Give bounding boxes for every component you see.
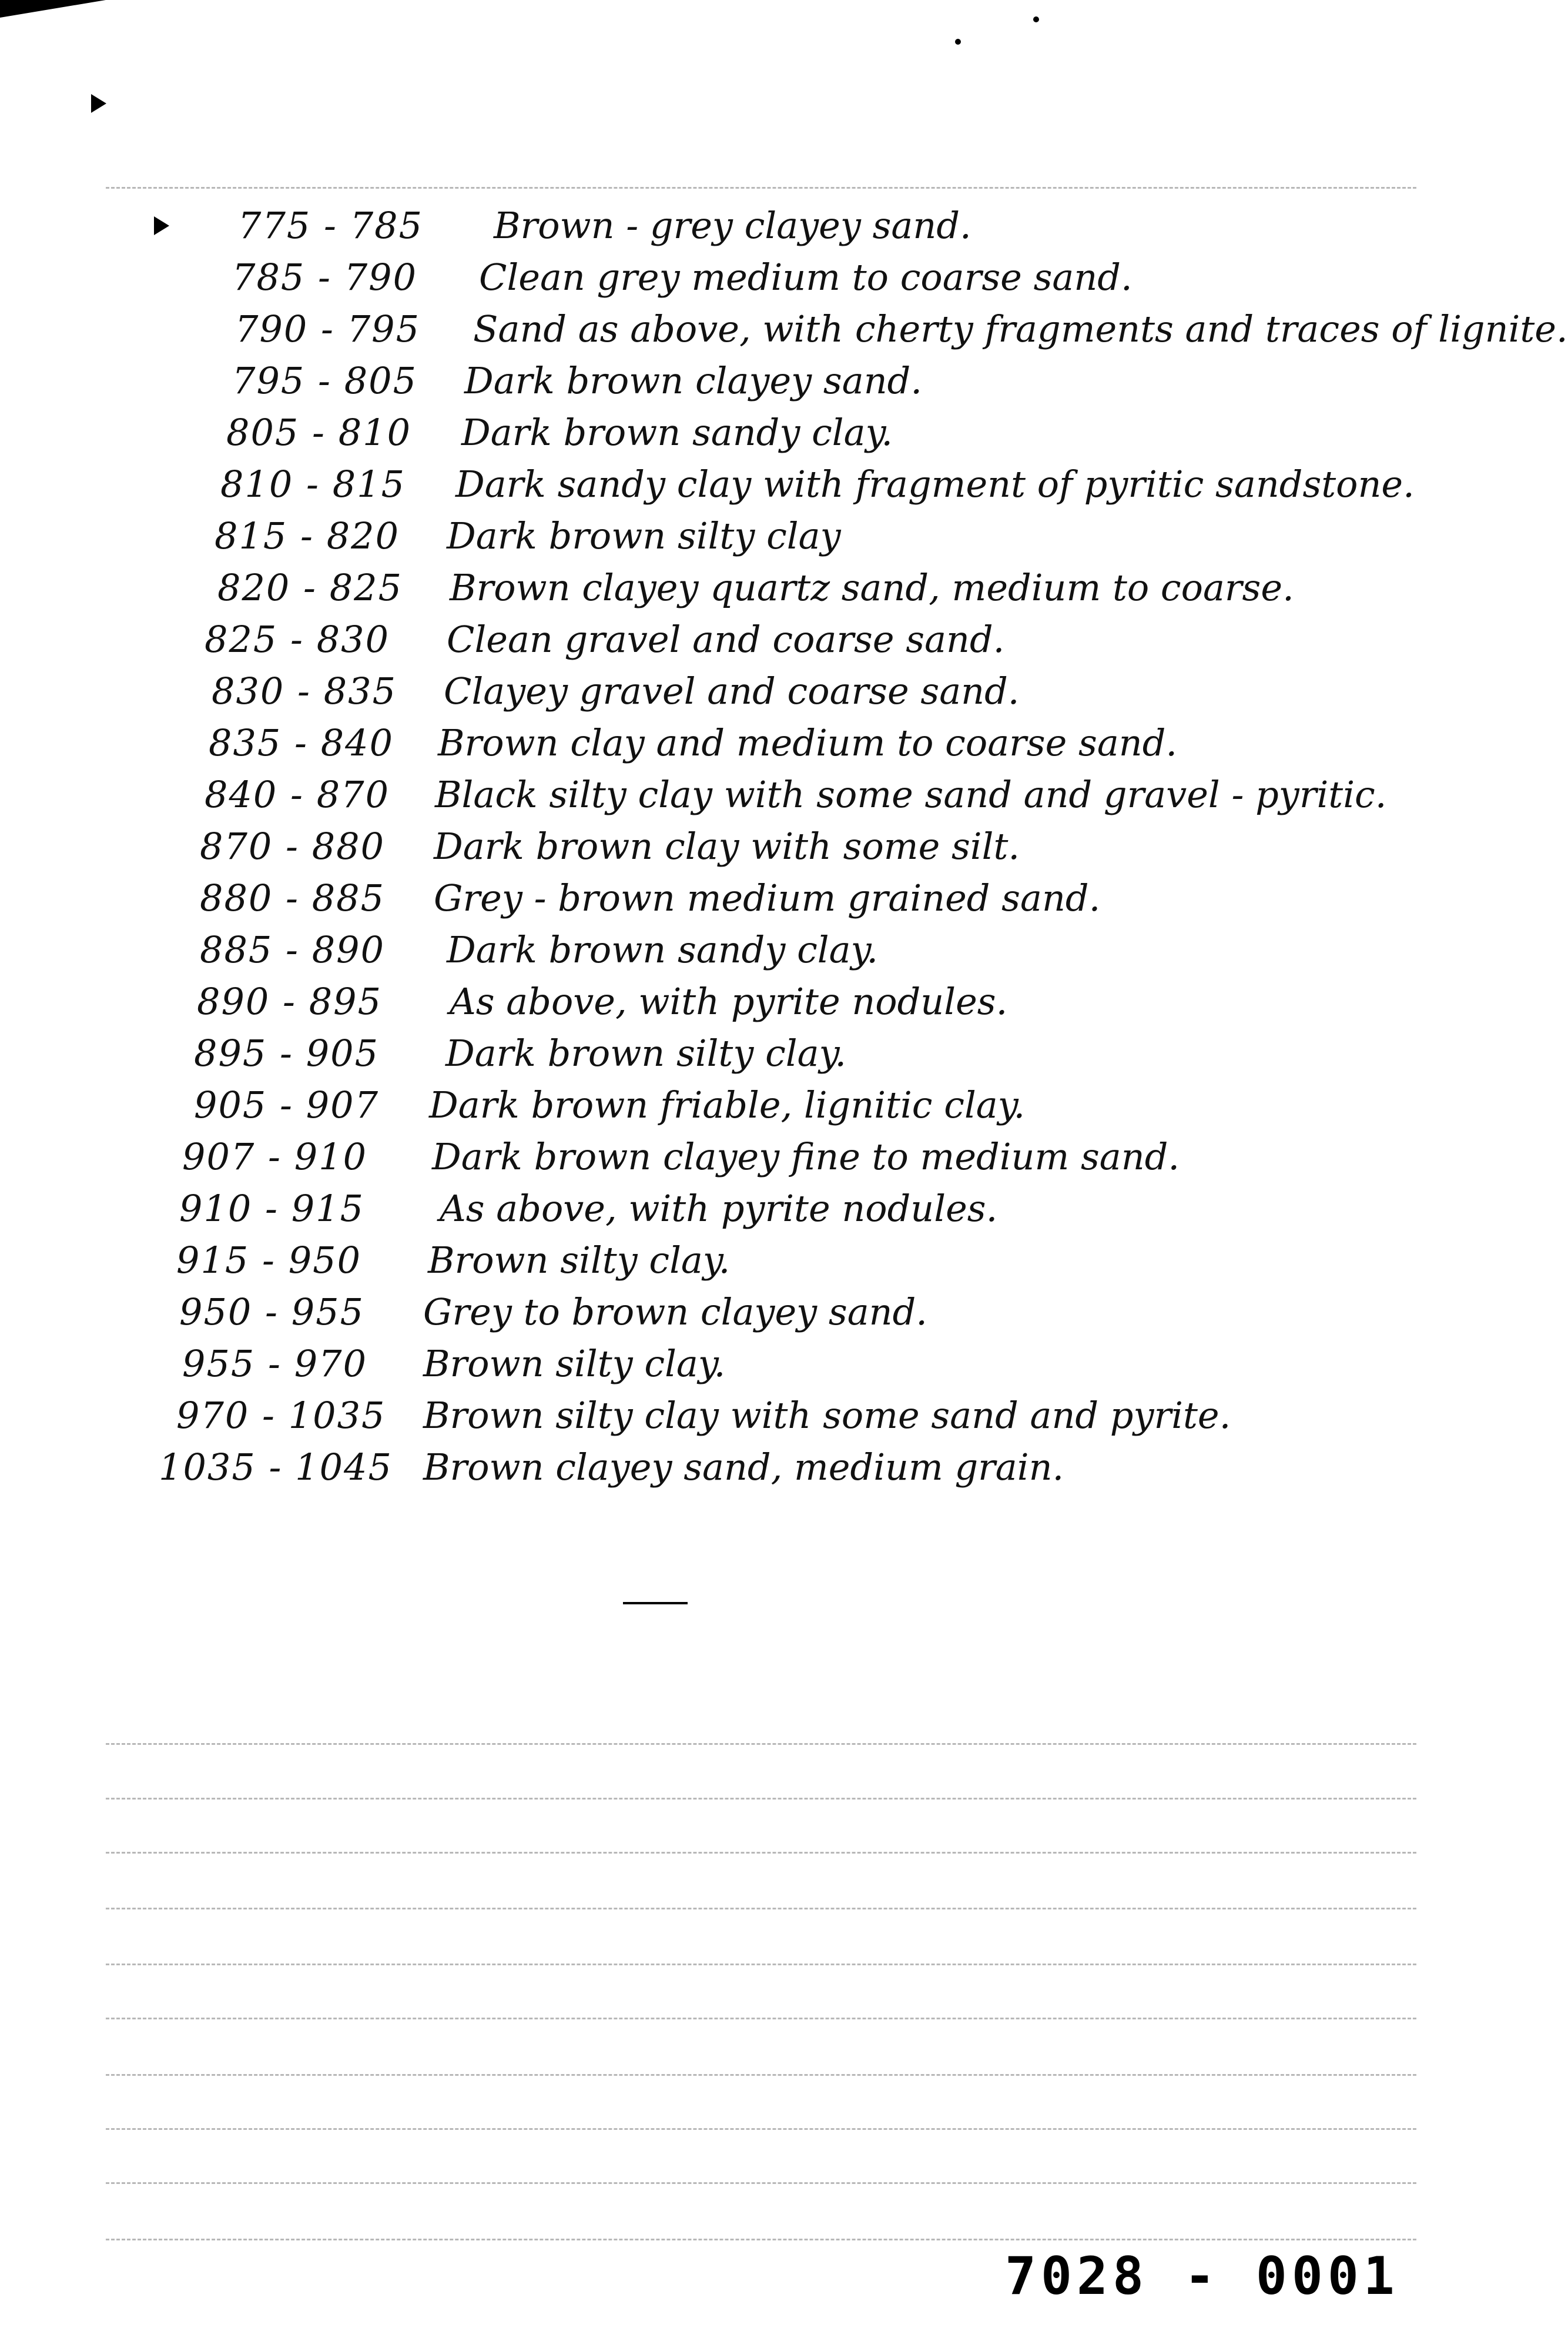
lithology-description: Brown clayey sand, medium grain. bbox=[423, 1446, 1064, 1489]
depth-range: 840 - 870 bbox=[205, 773, 390, 816]
lithology-description: Brown silty clay with some sand and pyrite. bbox=[423, 1394, 1231, 1437]
lithology-description: As above, with pyrite nodules. bbox=[450, 980, 1008, 1023]
lithology-description: Dark brown clay with some silt. bbox=[434, 825, 1020, 868]
lithology-description: Dark sandy clay with fragment of pyritic sandstone. bbox=[455, 463, 1415, 506]
row-arrow-mark bbox=[154, 216, 169, 235]
depth-range: 907 - 910 bbox=[182, 1135, 368, 1178]
lithology-description: Clean grey medium to coarse sand. bbox=[479, 256, 1133, 299]
depth-range: 815 - 820 bbox=[215, 514, 400, 557]
lithology-description: Dark brown clayey sand. bbox=[464, 359, 923, 402]
lithology-description: Dark brown friable, lignitic clay. bbox=[429, 1083, 1026, 1126]
depth-range: 1035 - 1045 bbox=[159, 1446, 393, 1489]
lithology-description: Dark brown clayey fine to medium sand. bbox=[432, 1135, 1180, 1178]
lithology-description: As above, with pyrite nodules. bbox=[440, 1187, 998, 1230]
lithology-description: Grey - brown medium grained sand. bbox=[434, 877, 1101, 919]
scan-corner-mark bbox=[0, 0, 106, 18]
depth-range: 885 - 890 bbox=[200, 928, 386, 971]
depth-range: 795 - 805 bbox=[232, 359, 418, 402]
document-number: 7028 - 0001 bbox=[1005, 2246, 1399, 2306]
depth-range: 915 - 950 bbox=[176, 1239, 362, 1282]
depth-range: 955 - 970 bbox=[182, 1342, 368, 1385]
depth-range: 785 - 790 bbox=[232, 256, 418, 299]
lithology-description: Clayey gravel and coarse sand. bbox=[444, 670, 1020, 713]
depth-range: 970 - 1035 bbox=[176, 1394, 386, 1437]
depth-range: 790 - 795 bbox=[235, 307, 421, 350]
lithology-description: Black silty clay with some sand and gravel - pyritic. bbox=[435, 773, 1387, 816]
lithology-description: Dark brown silty clay. bbox=[445, 1032, 847, 1075]
margin-arrow-mark bbox=[91, 94, 106, 113]
scan-speck bbox=[955, 39, 961, 45]
lithology-description: Dark brown silty clay bbox=[447, 514, 841, 557]
lithology-description: Brown silty clay. bbox=[423, 1342, 726, 1385]
lithology-description: Sand as above, with cherty fragments and traces of lignite. bbox=[473, 307, 1568, 350]
depth-range: 890 - 895 bbox=[197, 980, 383, 1023]
depth-range: 830 - 835 bbox=[212, 670, 397, 713]
depth-range: 905 - 907 bbox=[194, 1083, 380, 1126]
depth-range: 880 - 885 bbox=[200, 877, 386, 919]
lithology-description: Dark brown sandy clay. bbox=[461, 411, 893, 454]
depth-range: 870 - 880 bbox=[200, 825, 386, 868]
lithology-description: Brown silty clay. bbox=[428, 1239, 731, 1282]
depth-range: 775 - 785 bbox=[238, 204, 424, 247]
depth-range: 810 - 815 bbox=[220, 463, 406, 506]
depth-range: 910 - 915 bbox=[179, 1187, 365, 1230]
lithology-description: Grey to brown clayey sand. bbox=[423, 1290, 927, 1333]
lithology-description: Brown clayey quartz sand, medium to coarse. bbox=[450, 566, 1294, 609]
depth-range: 820 - 825 bbox=[217, 566, 403, 609]
depth-range: 805 - 810 bbox=[226, 411, 412, 454]
depth-range: 895 - 905 bbox=[194, 1032, 380, 1075]
lithology-description: Brown clay and medium to coarse sand. bbox=[438, 721, 1178, 764]
scan-speck bbox=[1033, 16, 1039, 22]
depth-range: 825 - 830 bbox=[205, 618, 390, 661]
depth-range: 835 - 840 bbox=[209, 721, 394, 764]
lithology-description: Dark brown sandy clay. bbox=[447, 928, 879, 971]
depth-range: 950 - 955 bbox=[179, 1290, 365, 1333]
lithology-description: Clean gravel and coarse sand. bbox=[447, 618, 1005, 661]
lithology-description: Brown - grey clayey sand. bbox=[494, 204, 971, 247]
handwritten-underline bbox=[623, 1602, 688, 1604]
